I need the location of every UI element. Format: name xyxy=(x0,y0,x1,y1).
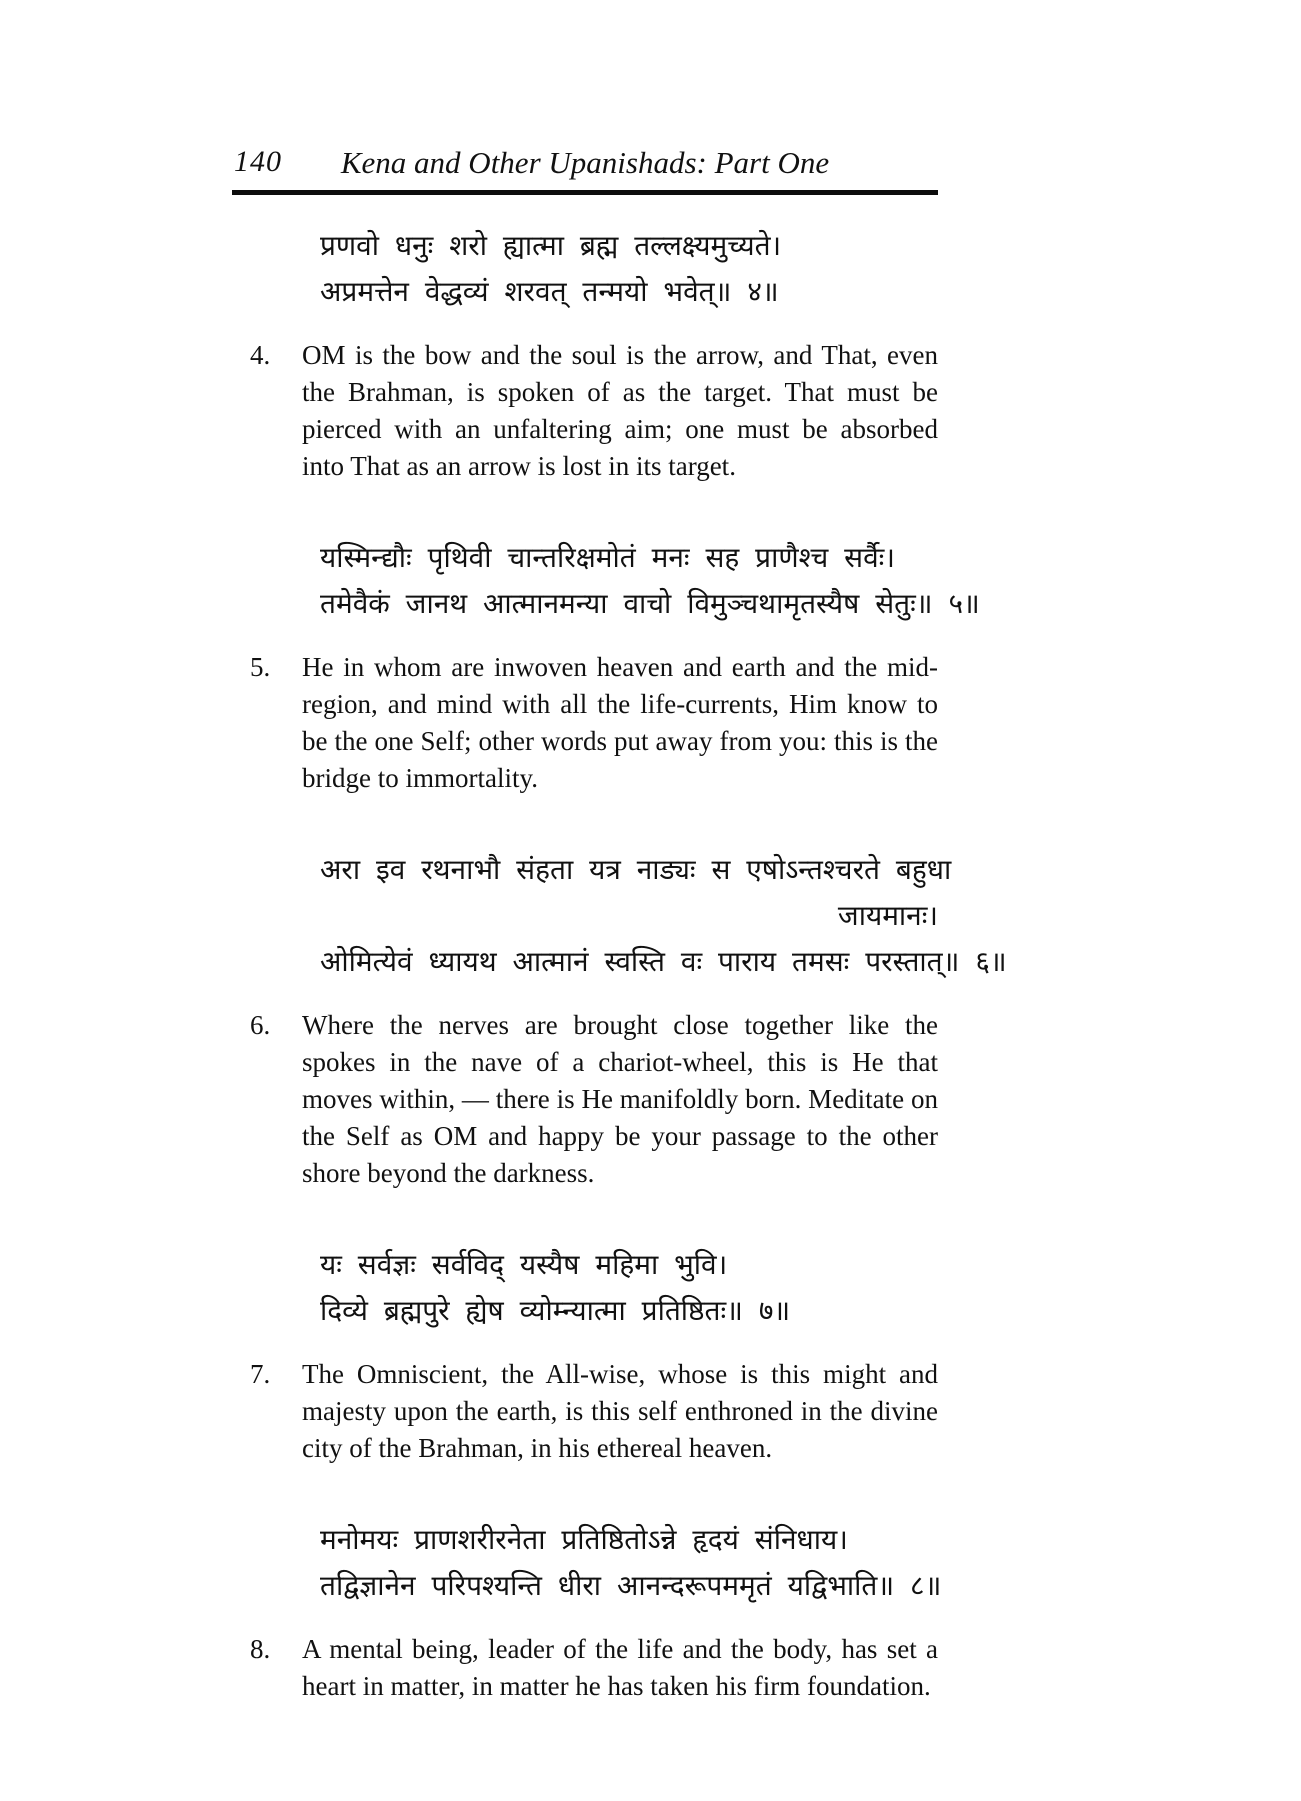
verse-line: दिव्ये ब्रह्मपुरे ह्येष व्योम्न्यात्मा प्रतिष्ठितः॥ ७॥ xyxy=(320,1294,791,1327)
paragraph-number: 4. xyxy=(250,340,271,370)
verse-line: अरा इव रथनाभौ संहता यत्र नाड्यः स एषोऽन्तश्चरते बहुधा xyxy=(320,853,952,886)
paragraph-text: A mental being, leader of the life and the body, has set a heart in matter, in matter he has taken his firm foundation. xyxy=(302,1634,938,1701)
header-rule xyxy=(232,190,938,195)
translation-paragraph-4 xyxy=(232,337,938,485)
page-number: 140 xyxy=(234,145,282,178)
paragraph-text: OM is the bow and the soul is the arrow, and That, even the Brahman, is spoken of as the target. That must be pierced with an unfaltering aim; one must be absorbed into That as an arrow is lost in its target. xyxy=(302,340,938,481)
page-header xyxy=(232,145,938,185)
verse-line: ओमित्येवं ध्यायथ आत्मानं स्वस्ति वः पाराय तमसः परस्तात्॥ ६॥ xyxy=(320,945,1007,978)
paragraph-number: 6. xyxy=(250,1010,271,1040)
translation-paragraph-7 xyxy=(232,1356,938,1467)
verse-line: यस्मिन्द्यौः पृथिवी चान्तरिक्षमोतं मनः सह प्राणैश्च सर्वैः। xyxy=(320,541,895,574)
paragraph-text: Where the nerves are brought close together like the spokes in the nave of a chariot-wheel, this is He that moves within, — there is He manifoldly born. Meditate on the Self as OM and happy be your passage to the other shore beyond the darkness. xyxy=(302,1010,938,1188)
running-title: Kena and Other Upanishads: Part One xyxy=(340,145,830,180)
verse-line: मनोमयः प्राणशरीरनेता प्रतिष्ठितोऽन्ने हृदयं संनिधाय। xyxy=(320,1523,848,1556)
verse-line: अप्रमत्तेन वेद्धव्यं शरवत् तन्मयो भवेत्॥ ४॥ xyxy=(320,275,779,308)
verse-line: तमेवैकं जानथ आत्मानमन्या वाचो विमुञ्चथामृतस्यैष सेतुः॥ ५॥ xyxy=(320,587,980,620)
translation-paragraph-8 xyxy=(232,1631,938,1705)
verse-line: जायमानः। xyxy=(837,899,938,932)
sanskrit-verse-8 xyxy=(320,1517,942,1609)
paragraph-text: He in whom are inwoven heaven and earth and the mid-region, and mind with all the life-currents, Him know to be the one Self; other words put away from you: this is the bridge to immortality. xyxy=(302,652,938,793)
verse-line: प्रणवो धनुः शरो ह्यात्मा ब्रह्म तल्लक्ष्यमुच्यते। xyxy=(320,229,782,262)
paragraph-number: 8. xyxy=(250,1634,271,1664)
paragraph-number: 7. xyxy=(250,1359,271,1389)
verse-line: तद्विज्ञानेन परिपश्यन्ति धीरा आनन्दरूपममृतं यद्विभाति॥ ८॥ xyxy=(320,1569,942,1602)
sanskrit-verse-6 xyxy=(320,847,1007,985)
sanskrit-verse-5 xyxy=(320,535,980,627)
translation-paragraph-5 xyxy=(232,649,938,797)
verse-line: यः सर्वज्ञः सर्वविद् यस्यैष महिमा भुवि। xyxy=(320,1248,728,1281)
sanskrit-verse-4 xyxy=(320,223,938,315)
paragraph-number: 5. xyxy=(250,652,271,682)
translation-paragraph-6 xyxy=(232,1007,938,1192)
sanskrit-verse-7 xyxy=(320,1242,938,1334)
paragraph-text: The Omniscient, the All-wise, whose is this might and majesty upon the earth, is this self enthroned in the divine city of the Brahman, in his ethereal heaven. xyxy=(302,1359,938,1463)
